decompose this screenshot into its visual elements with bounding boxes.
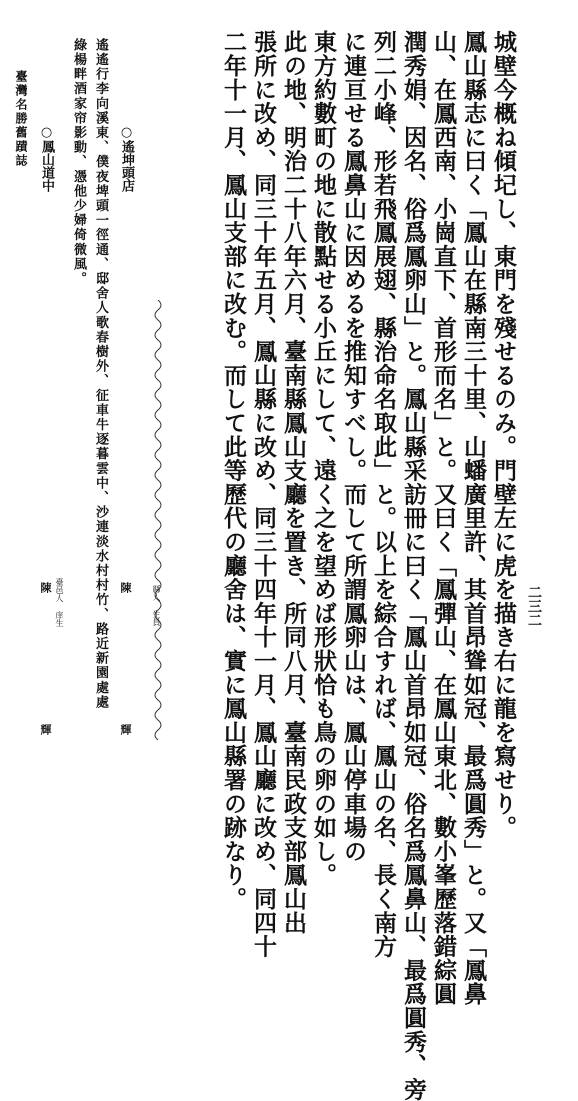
poem-line: 綠楊畔酒家帘影動、憑他少婦倚微風。 (71, 38, 86, 287)
body-column: 鳳山縣志に曰く「鳳山在縣南三十里、山蟠廣里許、其首昂聳如冠、最爲圓秀」と。又「鳳鼻 (460, 30, 487, 1006)
wavy-divider (150, 300, 166, 740)
author-note: 臺邑人 庠生 (55, 578, 64, 627)
running-header: 臺灣名勝舊蹟誌 (14, 70, 28, 168)
poem-author: 陳 輝 (39, 582, 52, 795)
body-column: 列二小峰、形若飛鳳展翅、縣治命名取此」と。以上を綜合すれば、鳳山の名、長く南方 (370, 30, 397, 959)
poem-title: ○鳳山道中 (39, 125, 54, 192)
body-column: 東方約數町の地に散點せる小丘にして、遠く之を望めば形狀恰も鳥の卵の如し。 (310, 30, 337, 887)
body-column: 山、在鳳西南、小崗直下、首形而名」と。又曰く「鳳彈山、在鳳山東北、數小峯歷落錯綜圓 (430, 30, 457, 1006)
poem-title: ○遙坤頭店 (119, 125, 134, 192)
page-number: 二三二 (526, 585, 542, 627)
body-column: 張所に改め、同三十年五月、鳳山縣に改め、同三十四年十一月、鳳山廳に改め、同四十 (250, 30, 277, 959)
body-column: 城壁今概ね傾圮し、東門を殘せるのみ。門壁左に虎を描き右に龍を寫せり。 (490, 30, 517, 840)
body-column: 二年十一月、鳳山支部に改む。而して此等歷代の廳舍は、實に鳳山縣署の跡なり。 (220, 30, 247, 911)
author-note: 縣人 生員 (152, 585, 161, 626)
body-column: に連亘せる鳳鼻山に因めるを推知すべし。而して所謂鳳卵山は、鳳山停車場の (340, 30, 367, 863)
poem-line: 遙遙行李向溪東、僕夜埤頭一徑通、邸舍人歌春樹外、征車牛逐暮雲中、沙連淡水村村竹、路近新園處處 (93, 38, 108, 710)
body-column: 潤秀娟、因名、俗爲鳳卵山」と。鳳山縣采訪冊に曰く「鳳山首昂如冠、俗名爲鳳鼻山、最爲圓秀、旁 (400, 30, 427, 1101)
body-column: 此の地、明治二十八年六月、臺南縣鳳山支廳を置き、所同八月、臺南民政支部鳳山出 (280, 30, 307, 935)
poem-author: 陳 輝 (119, 582, 132, 795)
